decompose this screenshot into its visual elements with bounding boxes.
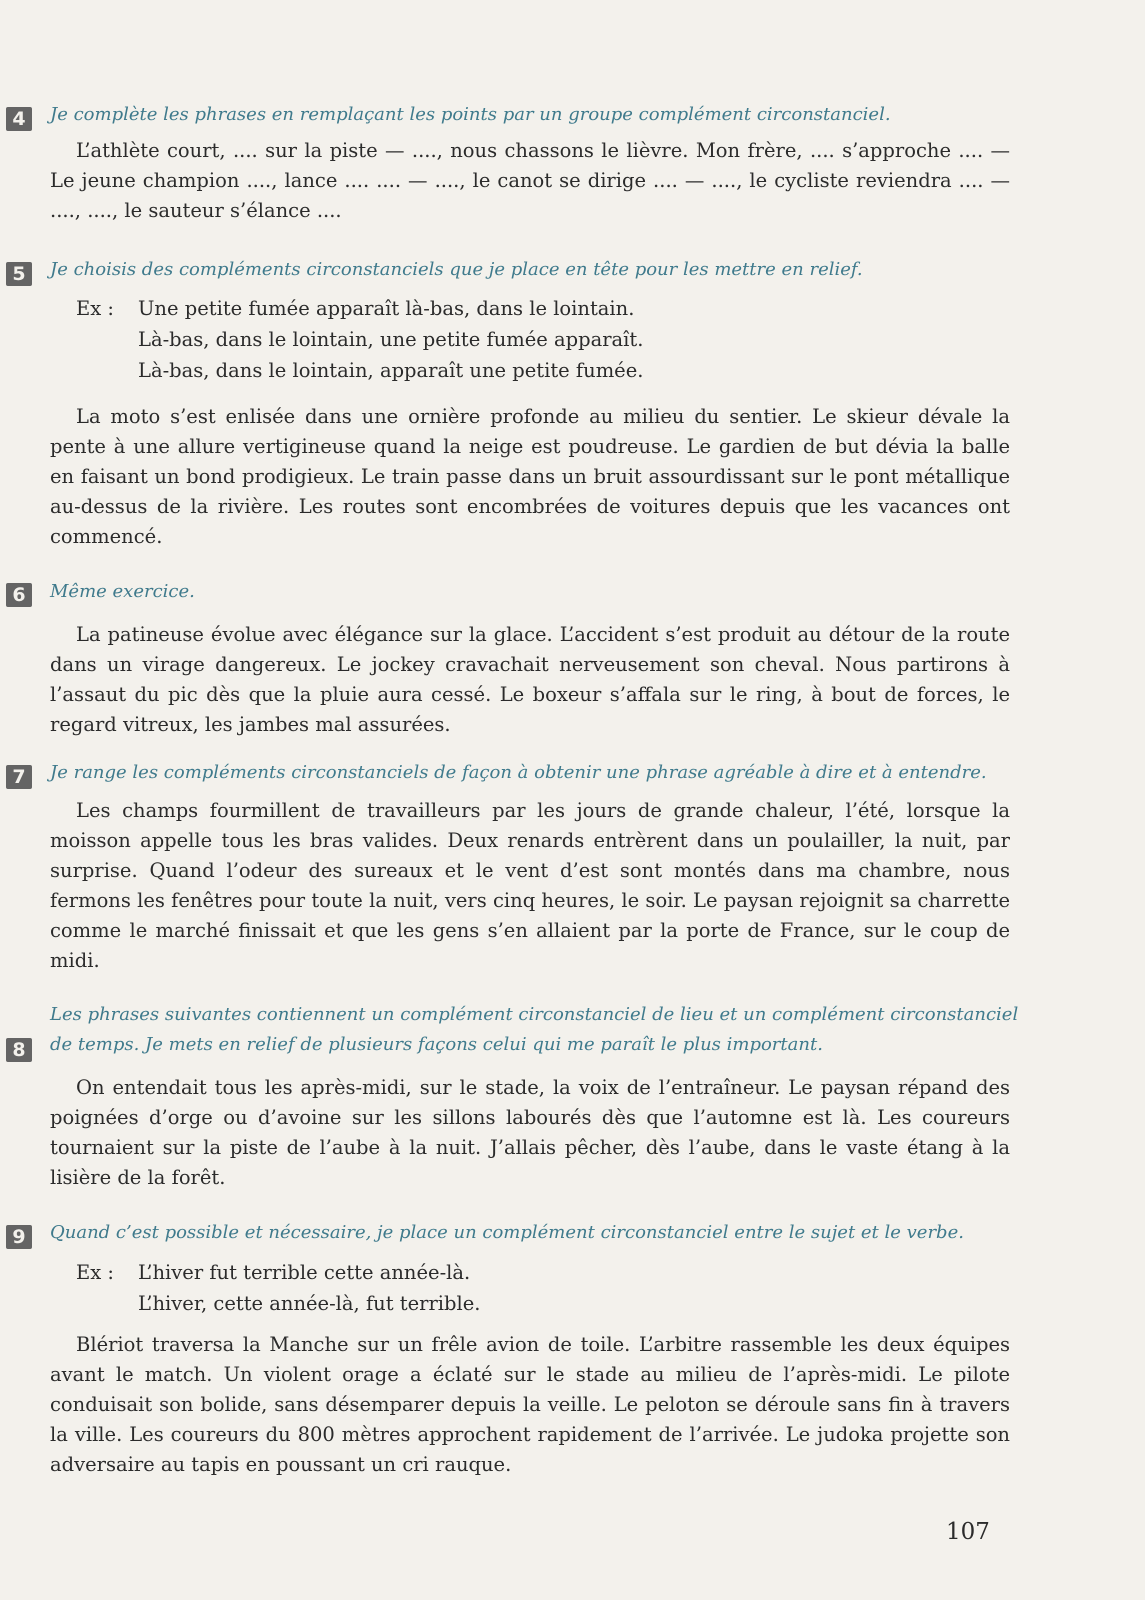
- exercise-instruction: Quand c’est possible et nécessaire, je place un complément circonstanciel entre le sujet et le verbe.: [50, 1222, 964, 1243]
- exercise-instruction: Je range les compléments circonstanciels de façon à obtenir une phrase agréable à dire et à entendre.: [50, 762, 987, 783]
- exercise-number-badge: 8: [6, 1038, 32, 1062]
- page-number: 107: [946, 1519, 990, 1545]
- exercise-number-badge: 5: [6, 262, 32, 286]
- example-line: Là-bas, dans le lointain, une petite fumée apparaît.: [138, 328, 644, 351]
- example-label: Ex :: [76, 1261, 115, 1284]
- exercise-text: [50, 402, 1010, 552]
- exercise-paragraph: La moto s’est enlisée dans une ornière profonde au milieu du sentier. Le skieur dévale la pente à une allure vertigineuse quand la neige est poudreuse. Le gardien de but dévia la balle en faisant un bond prodigieux. Le train passe dans un bruit assourdissant sur le pont métallique au-dessus de la rivière. Les routes sont encombrées de voitures depuis que les vacances ont commencé.: [50, 405, 1010, 548]
- example-line: Une petite fumée apparaît là-bas, dans le lointain.: [138, 297, 635, 320]
- exercise-instruction: Même exercice.: [50, 581, 195, 602]
- example-block: [76, 1257, 480, 1319]
- example-label: Ex :: [76, 297, 115, 320]
- exercise-paragraph: Blériot traversa la Manche sur un frêle avion de toile. L’arbitre rassemble les deux équipes avant le match. Un violent orage a éclaté sur le stade au milieu de l’après-midi. Le pilote conduisait son bolide, sans désemparer depuis la veille. Le peloton se déroule sans fin à travers la ville. Les coureurs du 800 mètres approchent rapidement de l’arrivée. Le judoka projette son adversaire au tapis en poussant un cri rauque.: [50, 1333, 1010, 1476]
- example-line: Là-bas, dans le lointain, apparaît une petite fumée.: [138, 359, 644, 382]
- exercise-paragraph: Les champs fourmillent de travailleurs par les jours de grande chaleur, l’été, lorsque la moisson appelle tous les bras valides. Deux renards entrèrent dans un poulailler, la nuit, par surprise. Quand l’odeur des sureaux et le vent d’est sont montés dans ma chambre, nous fermons les fenêtres pour toute la nuit, vers cinq heures, le soir. Le paysan rejoignit sa charrette comme le marché finissait et que les gens s’en allaient par la porte de France, sur le coup de midi.: [50, 799, 1010, 972]
- exercise-paragraph: La patineuse évolue avec élégance sur la glace. L’accident s’est produit au détour de la route dans un virage dangereux. Le jockey cravachait nerveusement son cheval. Nous partirons à l’assaut du pic dès que la pluie aura cessé. Le boxeur s’affala sur le ring, à bout de forces, le regard vitreux, les jambes mal assurées.: [50, 623, 1010, 736]
- exercise-text: [50, 796, 1010, 976]
- exercise-paragraph: On entendait tous les après-midi, sur le stade, la voix de l’entraîneur. Le paysan répand des poignées d’orge ou d’avoine sur les sillons labourés dès que l’automne est là. Les coureurs tournaient sur la piste de l’aube à la nuit. J’allais pêcher, dès l’aube, dans le vaste étang à la lisière de la forêt.: [50, 1076, 1010, 1189]
- exercise-instruction: Je choisis des compléments circonstanciels que je place en tête pour les mettre en relief.: [50, 259, 863, 280]
- example-line: L’hiver, cette année-là, fut terrible.: [138, 1292, 481, 1315]
- exercise-number-badge: 9: [6, 1225, 32, 1249]
- example-line: L’hiver fut terrible cette année-là.: [138, 1261, 471, 1284]
- exercise-text: [50, 1330, 1010, 1480]
- exercise-instruction: Les phrases suivantes contiennent un complément circonstanciel de lieu et un complément circonstanciel de temps. Je mets en relief de plusieurs façons celui qui me paraît le plus important.: [50, 1004, 1019, 1055]
- exercise-number-badge: 6: [6, 583, 32, 607]
- exercise-text: [50, 620, 1010, 740]
- exercise-number-badge: 7: [6, 765, 32, 789]
- exercise-paragraph: L’athlète court, .... sur la piste — ...., nous chassons le lièvre. Mon frère, .... s’approche .... — Le jeune champion ...., lance .... .... — ...., le canot se dirige .... — ...., le cycliste reviendra .... — ...., ...., le sauteur s’élance ....: [50, 139, 1010, 222]
- exercise-text: [50, 136, 1010, 226]
- example-block: [76, 293, 643, 386]
- exercise-text: [50, 1073, 1010, 1193]
- exercise-instruction: Je complète les phrases en remplaçant les points par un groupe complément circonstanciel.: [50, 104, 891, 125]
- exercise-number-badge: 4: [6, 107, 32, 131]
